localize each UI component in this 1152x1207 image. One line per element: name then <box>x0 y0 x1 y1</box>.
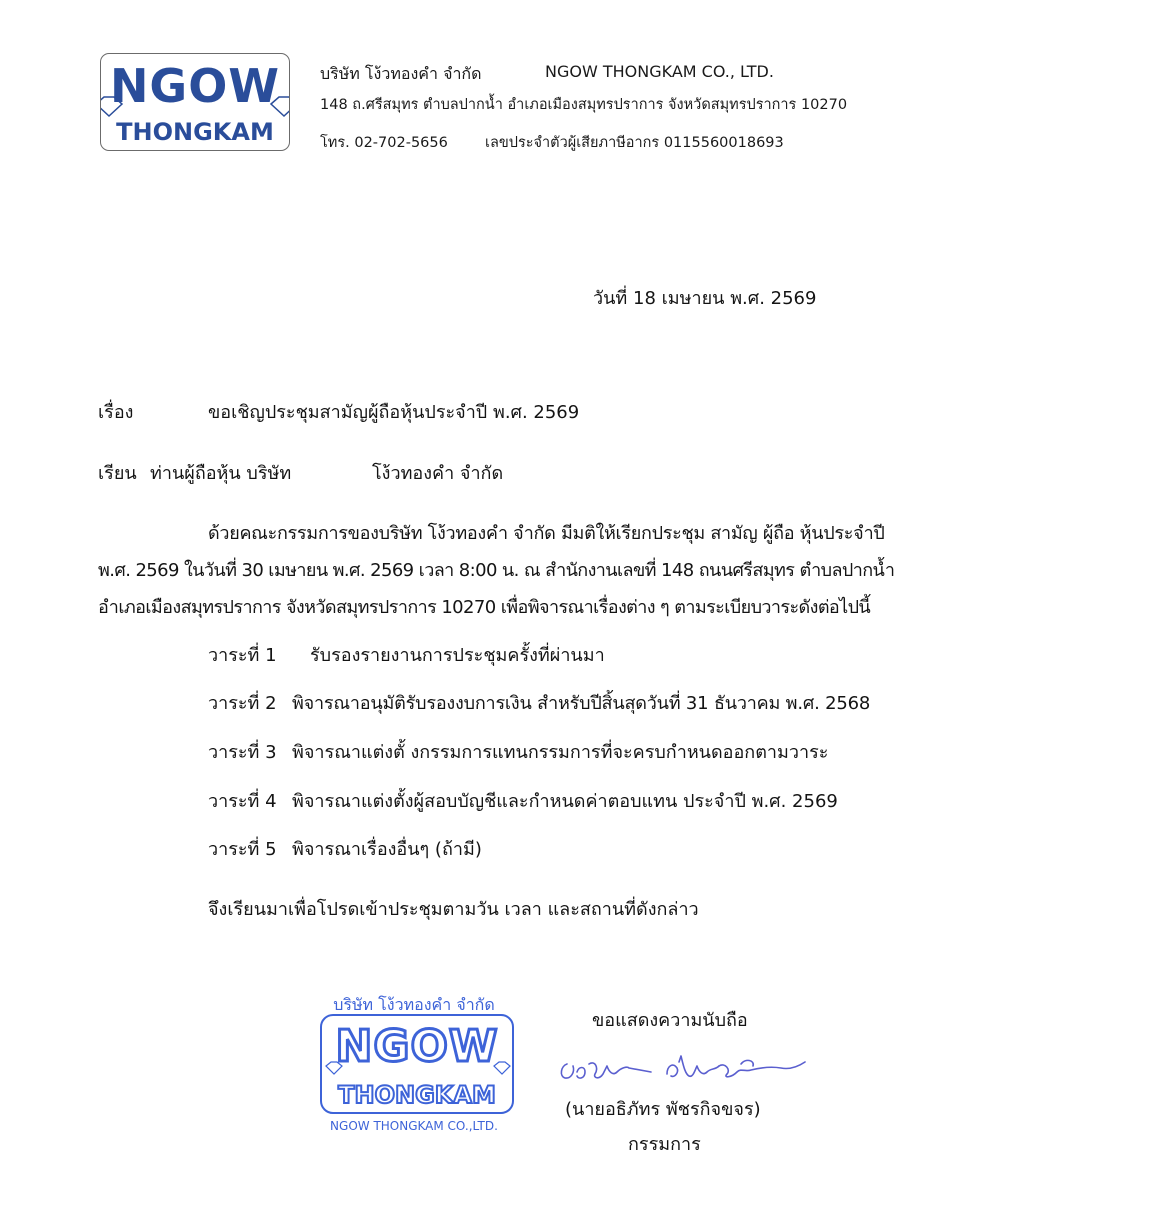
company-address: 148 ถ.ศรีสมุทร ตำบลปากน้ำ อำเภอเมืองสมุทรปราการ จังหวัดสมุทรปราการ 10270 <box>320 97 848 113</box>
agenda-text-4: พิจารณาแต่งตั้งผู้สอบบัญชีและกำหนดค่าตอบแทน ประจำปี พ.ศ. 2569 <box>292 791 838 812</box>
body-line-1: ด้วยคณะกรรมการของบริษัท โง้วทองคำ จำกัด มีมติให้เรียกประชุม สามัญ ผู้ถือ หุ้นประจำปี <box>208 523 885 544</box>
regards-text: ขอแสดงความนับถือ <box>592 1010 748 1031</box>
company-logo <box>100 53 290 151</box>
agenda-text-2: พิจารณาอนุมัติรับรองงบการเงิน สำหรับปีสิ้นสุดวันที่ 31 ธันวาคม พ.ศ. 2568 <box>292 693 871 714</box>
agenda-label-3: วาระที่ 3 <box>208 742 277 763</box>
body-line-2: พ.ศ. 2569 ในวันที่ 30 เมษายน พ.ศ. 2569 เวลา 8:00 น. ณ สำนักงานเลขที่ 148 ถนนศรีสมุทร ตำบลปากน้ำ <box>98 560 895 581</box>
agenda-text-5: พิจารณาเรื่องอื่นๆ (ถ้ามี) <box>292 839 482 860</box>
agenda-text-1: รับรองรายงานการประชุมครั้งที่ผ่านมา <box>310 645 605 666</box>
salutation-label: เรียน <box>98 463 137 484</box>
salutation-company: โง้วทองคำ จำกัด <box>372 463 504 484</box>
logo-text-ngow: NGOW <box>109 59 281 113</box>
company-name-th: บริษัท โง้วทองคำ จำกัด <box>320 64 482 83</box>
company-phone: โทร. 02-702-5656 <box>320 135 448 151</box>
signer-title: กรรมการ <box>628 1134 701 1155</box>
body-line-3: อำเภอเมืองสมุทรปราการ จังหวัดสมุทรปราการ 10270 เพื่อพิจารณาเรื่องต่าง ๆ ตามระเบียบวาระดังต่อไปนี้ <box>98 597 871 618</box>
diamond-icon-stamp-left <box>326 1062 342 1074</box>
signer-name: (นายอธิภัทร พัชรกิจขจร) <box>565 1099 761 1120</box>
logo-text-thongkam: THONGKAM <box>116 118 274 146</box>
signature <box>555 1042 810 1092</box>
agenda-label-4: วาระที่ 4 <box>208 791 277 812</box>
stamp-bottom-text: NGOW THONGKAM CO.,LTD. <box>330 1119 498 1133</box>
stamp-text-thongkam: THONGKAM <box>338 1081 496 1109</box>
stamp-text-ngow: NGOW <box>335 1021 499 1072</box>
salutation-recipient: ท่านผู้ถือหุ้น บริษัท <box>150 463 292 484</box>
letter-date: วันที่ 18 เมษายน พ.ศ. 2569 <box>593 288 817 309</box>
agenda-label-5: วาระที่ 5 <box>208 839 277 860</box>
diamond-icon-stamp-right <box>494 1062 510 1074</box>
company-name-en: NGOW THONGKAM CO., LTD. <box>545 62 774 81</box>
agenda-label-2: วาระที่ 2 <box>208 693 277 714</box>
agenda-label-1: วาระที่ 1 <box>208 645 277 666</box>
subject-text: ขอเชิญประชุมสามัญผู้ถือหุ้นประจำปี พ.ศ. 2569 <box>208 402 580 423</box>
agenda-text-3: พิจารณาแต่งตั้ งกรรมการแทนกรรมการที่จะครบกำหนดออกตามวาระ <box>292 742 829 763</box>
company-tax-id: เลขประจำตัวผู้เสียภาษีอากร 0115560018693 <box>485 135 784 151</box>
company-stamp <box>318 990 518 1135</box>
subject-label: เรื่อง <box>98 402 134 423</box>
stamp-top-text: บริษัท โง้วทองคำ จำกัด <box>333 995 495 1014</box>
closing-text: จึงเรียนมาเพื่อโปรดเข้าประชุมตามวัน เวลา และสถานที่ดังกล่าว <box>208 899 699 920</box>
